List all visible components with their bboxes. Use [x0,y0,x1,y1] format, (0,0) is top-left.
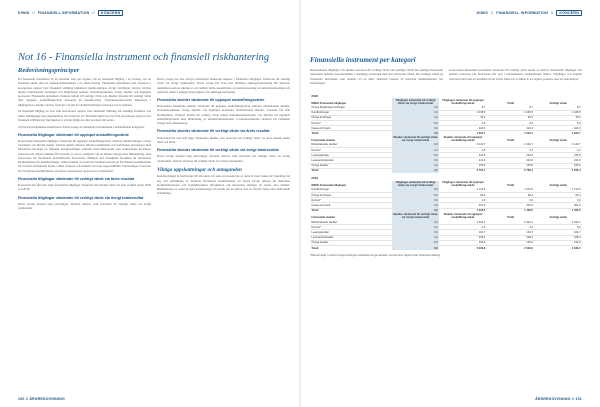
column-header: Skulder värderade till verkligt värde via övrigt totalresultat [393,213,438,220]
cell-value: 164,7 [487,230,535,235]
column-header: Finansiella skulder [311,216,336,220]
page-footer-left: 100 // ÅRSREDOVISNING [18,397,65,401]
cell-value: 0,0 [439,120,487,125]
cell-value: 45,2 [534,115,582,120]
cell-value: 0,0 [392,120,440,125]
cell-value: 82,4 [487,193,535,198]
column-header: Tillgångar värderade till verkligt värde via övrigt totalresultat [392,98,440,105]
total-value: 2 761,7 [439,168,487,173]
cell-value: 0,0 [534,120,582,125]
cell-value: 0,0 [534,198,582,203]
row-label: Leverantörsskulder [310,158,392,163]
cell-value: 301,6 [487,203,535,208]
column-header: Verkligt värde [549,216,567,220]
total-label: Totalt [310,131,392,136]
cell-value: 424,3 [439,126,487,131]
row-label: Kassa och bank [310,126,392,131]
cell-value: 0,0 [392,126,440,131]
row-label: Räntebärande skulder [310,220,392,225]
paragraph: Kiwis Group innehar inga placeringar, förutom derivat, som redovisas till verkligt värde via övrigt totalresultat. [18,201,151,211]
column-header: Totalt [507,101,515,105]
total-value: 1 496,5 [487,208,535,213]
cell-value: 45,2 [487,115,535,120]
paragraph: Kundfordringar är kortfristiga till sin natur och som en konsekvens av detta är även risken för väsentliga fel låg. Vid bedömning av framtida förväntade kreditförluster tar Kiwis Group hänsyn till historiska kreditförlustnivåer och framtidsinriktad information om kundernas förmåga att betala sina skulder. Bedömningar av reserven görs kontinuerligt och beslut om att skriva bort en fordran fattas efter individuell bedömning. [157,174,290,196]
cell-value: 153,6 [487,163,535,168]
header-brand: KIWIS [18,11,30,15]
row-label: Leverantörsskulder [310,235,392,240]
cell-value: 1 112,5 [487,188,535,193]
cell-value: 0,0 [392,115,440,120]
left-column-2 [157,77,290,213]
cell-value: 2 344,1 [487,220,535,225]
paragraph: Vid förvärvstidpunkten klassificerar Kiwis Group de finansiella instrumenten i nedanstående kategorier. [18,124,145,129]
cell-value: 164,7 [439,230,487,235]
cell-value: 243,6 [534,153,582,158]
cell-value: 3,2 [392,225,440,230]
paragraph: Koncernen har inte haft några finansiella tillgångar värderade till verkligt värde via årets resultat under 2020 och 2019. [18,183,151,192]
paragraph: Koncernens finansiella tillgångar värderade till upplupet anskaffningsvärde omfattar kundfordringar, övriga fordringar och likvida medel. Likvida medel omfattar likvida banksmedel och kortfristiga placeringar med förfallotid om högst tre månader. Kundfordringar omfattar såväl fakturerade som ofakturerade fordringar redovisas när köpare faktiskt fått leverans av varor, vanligtvis vid en mindre belopp utan diskontering, med reservation för förväntade kreditförluster. Koncernen tillämpar den förenklade modellen för förväntade kreditförluster för kundfordringar, vilken innebär att reserven beräknas baserat på förväntade kreditförluster för fordrans återstående löptid, vilken värderas och bedöms vid varje rapporttillfälle. Förändringar i reserven för förväntade kreditförluster redovisas i koncernens rapport över totalresultat. [18,138,151,173]
page-footer-right: ÅRSREDOVISNING // 101 [535,397,582,401]
cell-value: 243,6 [439,153,487,158]
total-value: 2 766,4 [534,168,582,173]
total-value: 1 624,7 [439,131,487,136]
paragraph: En finansiell tillgång tas bort från koncernens rapport över finansiell ställning när samtliga förmåner och risker förknippade med äganderätten har överförts. En finansiell skuld tas bort från koncernens rapport över finansiell ställning när förpliktelsen i avtalet fullgjorts eller på annat sätt sedan. [18,109,151,122]
subheading: Finansiella skulder värderade till verkligt värde via årets resultat [157,129,270,134]
column-header: MSEK Finansiella tillgångar [311,184,347,188]
cell-value: 0,0 [392,105,440,110]
cell-value: 0,0 [392,143,440,148]
total-value: 0,0 [392,208,440,213]
cell-value: 192,6 [439,240,487,245]
table-footnote: *Derivat ingår i posten övriga fordringar respektive övriga skulder i koncernens rapport över finansiell ställning [310,254,441,258]
table-year: 2020 [311,93,319,98]
cell-value: 82,4 [534,193,582,198]
cell-value: 0,0 [392,203,440,208]
cell-value: 0,0 [392,198,440,203]
row-label: Räntebärande skulder [310,143,392,148]
cell-value: 221,8 [534,158,582,163]
row-label: Leasingskulder [310,153,392,158]
column-header: Skulder värderade till upplupet anskaffningsvärde [443,136,483,143]
cell-value: 1 045,5 [534,110,582,115]
paragraph: Koncernens finansiella skulder värderade till upplupet anskaffningsvärde omfattar räntebärande skulder, leverantörsskulder, övriga skulder och upplupna kostnader. Räntebärande skulder, avseende lån från kreditinstitut, värderas initialt till verkligt värde minus transaktionskostnader och därefter till upplupet anskaffningsvärde med tillämpning av effektivräntemetoden. Leverantörsskulder värderas till nominellt belopp utan diskontering. [157,104,290,126]
cell-value: 164,7 [534,230,582,235]
total-value: 1 624,7 [534,131,582,136]
total-value: 1 624,7 [487,131,535,136]
total-value: 1 496,5 [439,208,487,213]
cell-value: 192,6 [534,240,582,245]
column-header: Verkligt värde [549,101,567,105]
row-label: Övriga skulder [310,240,392,245]
total-label: Totalt [310,208,392,213]
cell-value: 0,0 [487,120,535,125]
cell-value: 424,3 [534,126,582,131]
cell-value: 3,2 [534,225,582,230]
paragraph: Ett finansiellt instrument är ett kontrakt som ger upphov till en finansiell tillgång i ett företag och en finansiell skuld eller ett egetkapitalinstrument i ett annat företag. Finansiella instrument som redovisas i koncernens rapport över finansiell ställning inkluderar kundfordringar, övriga fordringar, derivat, likvida medel, räntebärande fordringar och långfristiga skulder, leverantörsskulder, övriga skulder och upplupna kostnader. Finansiella instrument värderas initialt till verkligt värde och därefter löpande till verkligt värde eller upplupet anskaffningsvärde beroende på klassificering. Transaktionskostnader inkluderas i tillgångarnas verkliga värden, förutom i de fall då värdeförändringar redovisas över resultatet. [18,77,151,107]
header-brand: KIWIS [476,11,489,15]
row-label: Derivat* [310,198,392,203]
column-header: Finansiella skulder [311,139,336,143]
subheading: Finansiella tillgångar värderade till upplupet anskaffningsvärde [18,132,129,137]
cell-value: 301,6 [534,203,582,208]
intro-paragraph-2: Koncernens finansiella instrument värderade till verkligt värde består av derivat. Finansiella tillgångar och skulder redovisas när koncernen blir part i instrumentets avtalsmässiga villkor. Tillgångar och skulder redovisas netto när ett juridiskt rätt att kvitta finns och avsikten är att reglera posterna med ett nettobelopp. [449,68,582,81]
column-header: Totalt [507,184,515,188]
section-heading: Viktiga uppskattningar och antaganden [157,166,242,173]
total-label: Totalt [310,246,392,251]
cell-value: 4,7 [392,148,440,153]
total-value: 2 933,0 [487,246,535,251]
cell-value: 153,6 [439,163,487,168]
total-row [310,246,582,251]
cell-value: 3,2 [487,225,535,230]
cell-value: 0,0 [392,188,440,193]
note-title: Not 16 - Finansiella instrument och finansiell riskhantering [18,52,270,63]
total-value: 2 933,0 [534,246,582,251]
subheading: Finansiella tillgångar värderade till verkligt värde via övrigt totalresultat [18,195,144,200]
cell-value: 228,4 [487,235,535,240]
financial-table [310,173,582,213]
cell-value: 0,0 [439,198,487,203]
paragraph: Kiwis Group har inte övriga totalresultat hanterade innehav i finansiella tillgångar värderade till verkligt värde via övrigt totalresultat. Kiwis Group har även inte tillämpat säkringsredovisning där derivatet identifieras som en säkring av ett verkligt värde, kassaflöden, en nettoinvestering i en utlandsverksamhet och redovisar denna i enlighet med reglerna för säkringsredovisning. [157,77,290,94]
cell-value: 4,7 [487,148,535,153]
header-section: FINANSIELL INFORMATION [37,11,90,15]
financial-table [310,91,582,136]
cell-value: 0,0 [392,158,440,163]
subheading: Finansiella skulder värderade till upplupet anskaffningsvärde [157,98,265,102]
row-label: Derivat* [310,120,392,125]
right-page [300,0,600,407]
section-title: Redovisningsprinciper [18,67,80,74]
paragraph: Kiwis Group innehar inga placeringar, förutom derivat, som redovisas till verkligt värde via övrigt totalresultat. Derivat värderas till verkligt värde via övrigt totalresultat. [157,154,290,163]
total-value: 3,2 [392,246,440,251]
total-value: 4,7 [392,168,440,173]
column-header: Tillgångar värderade till verkligt värde via övrigt totalresultat [392,181,440,188]
subheading: Finansiella tillgångar värderade till verkligt värde via årets resultat [18,176,134,181]
cell-value: 0,0 [392,110,440,115]
table-year: 2019 [311,175,319,180]
column-header: Totalt [507,216,515,220]
header-tag: KONCERN [98,10,124,16]
column-header: Verkligt värde [549,184,567,188]
instrument-tables [310,91,582,251]
row-label: Kundfordringar [310,188,392,193]
row-label: Övriga fordringar [310,193,392,198]
cell-value: 8,7 [487,105,535,110]
column-header: Skulder värderade till verkligt värde via övrigt totalresultat [393,136,438,143]
row-label: Övriga långfristiga fordringar [310,105,392,110]
intro-paragraph-1: Nedanstående tillgångar och skulder redovisas till verkligt värde. Det verkliga värdet för samtliga finansiella instrument bedöms överensstämma i väsentliga avseenden med det redovisade värdet. Det verkliga värdet på finansiella instrument som handlas på en aktiv marknad baseras på noterade marknadspriser per balansdagen. [310,68,443,85]
row-label: Derivat* [310,225,392,230]
paragraph: Koncernen har inte haft några finansiella skulder som redovisas till verkligt värde via årets resultat under 2020 och 2019. [157,135,290,144]
cell-value: 1 112,5 [439,188,487,193]
row-label: Kassa och bank [310,203,392,208]
cell-value: 0,0 [392,163,440,168]
total-value: 2 766,4 [487,168,535,173]
subheading: Finansiella skulder värderade till verkligt värde via övrigt totalresultat [157,148,279,153]
cell-value: 1 045,5 [439,110,487,115]
cell-value: 2 344,1 [534,220,582,225]
cell-value: 0,0 [392,193,440,198]
cell-value: 2 142,7 [439,143,487,148]
left-column-1 [18,77,151,213]
column-header: MSEK Finansiella tillgångar [311,101,347,105]
cell-value: 8,7 [534,105,582,110]
cell-value: 0,0 [487,198,535,203]
column-header: Tillgångar värderade till upplupet anskaffningsvärde [442,98,484,105]
column-header: Skulder värderade till upplupet anskaffningsvärde [443,213,483,220]
financial-table [310,213,582,250]
total-value: 2 929,8 [439,246,487,251]
cell-value: 45,2 [439,115,487,120]
cell-value: 0,0 [392,153,440,158]
cell-value: 1 045,5 [487,110,535,115]
cell-value: 2 142,7 [487,143,535,148]
cell-value: 228,4 [439,235,487,240]
cell-value: 0,0 [392,230,440,235]
cell-value: 82,4 [439,193,487,198]
header-tag: KONCERN [556,10,582,16]
column-header: Verkligt värde [549,139,567,143]
row-label: Leasingskulder [310,230,392,235]
header-section: FINANSIELL INFORMATION [496,11,549,15]
row-label: Övriga skulder [310,163,392,168]
row-label: Övriga fordringar [310,115,392,120]
cell-value: 228,4 [534,235,582,240]
financial-table [310,136,582,173]
section-title-instruments: Finansiella instrument per kategori [310,56,416,64]
cell-value: 192,6 [487,240,535,245]
cell-value: 1 112,5 [534,188,582,193]
column-header: Totalt [507,139,515,143]
total-value: 1 496,5 [534,208,582,213]
column-header: Tillgångar värderade till upplupet anskaffningsvärde [442,181,484,188]
cell-value: 424,3 [487,126,535,131]
cell-value: 0,0 [392,220,440,225]
cell-value: 0,0 [392,240,440,245]
cell-value: 153,6 [534,163,582,168]
cell-value: 0,0 [439,225,487,230]
total-value: 0,0 [392,131,440,136]
right-header: KIWIS // FINANSIELL INFORMATION // KONCERN [310,6,582,20]
row-label: Kundfordringar [310,110,392,115]
cell-value: 301,6 [439,203,487,208]
row-label: Derivat* [310,148,392,153]
cell-value: 221,8 [439,158,487,163]
total-label: Totalt [310,168,392,173]
cell-value: 0,0 [439,148,487,153]
cell-value: 221,8 [487,158,535,163]
cell-value: 243,6 [487,153,535,158]
cell-value: 2 344,1 [439,220,487,225]
cell-value: 0,0 [392,235,440,240]
left-header: KIWIS // FINANSIELL INFORMATION // KONCERN [18,6,290,20]
cell-value: 2 142,7 [534,143,582,148]
cell-value: 8,7 [439,105,487,110]
cell-value: 4,7 [534,148,582,153]
